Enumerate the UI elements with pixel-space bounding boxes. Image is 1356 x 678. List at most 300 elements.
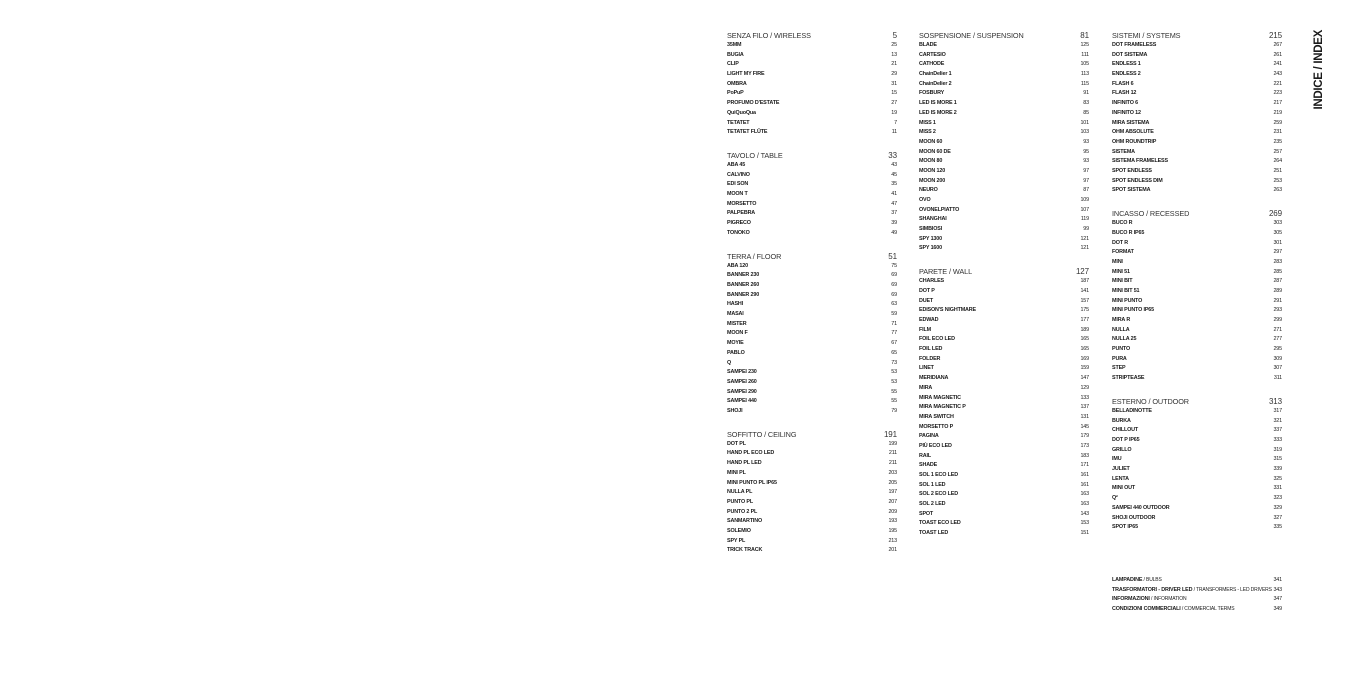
index-entry[interactable] <box>727 262 897 272</box>
entry-page-number: 91 <box>1083 90 1089 97</box>
entry-name: HAND PL ECO LED <box>727 450 775 457</box>
entry-page-number: 95 <box>1083 148 1089 155</box>
entry-name: SOL 1 ECO LED <box>919 472 958 478</box>
index-entry[interactable] <box>727 498 897 508</box>
entry-page-number: 173 <box>1080 442 1089 449</box>
footer-entry-english: / BULBS <box>1142 577 1162 583</box>
entry-name: SOLEMIO <box>727 527 751 534</box>
entry-name: DOT PL <box>727 440 746 447</box>
index-entry[interactable] <box>919 186 1089 196</box>
entry-page-number: 211 <box>888 460 897 467</box>
index-entry[interactable] <box>919 196 1089 206</box>
entry-page-number: 11 <box>891 129 897 136</box>
entry-page-number: 271 <box>1273 326 1282 333</box>
index-entry[interactable] <box>919 119 1089 129</box>
entry-page-number: 153 <box>1080 520 1089 527</box>
section-title: INCASSO / RECESSED <box>1112 209 1190 219</box>
index-entry[interactable] <box>1112 51 1282 61</box>
entry-name: ENDLESS 1 <box>1112 61 1141 68</box>
index-entry[interactable] <box>1112 523 1282 533</box>
entry-page-number: 283 <box>1273 258 1282 265</box>
index-entry[interactable] <box>1112 70 1282 80</box>
entry-name: PIÙ ECO LED <box>919 442 952 449</box>
index-entry[interactable] <box>919 510 1089 520</box>
index-entry[interactable] <box>919 442 1089 452</box>
entry-page-number: 165 <box>1080 346 1089 353</box>
index-column-1 <box>727 30 897 556</box>
entry-name: MINI OUT <box>1112 485 1136 492</box>
entry-name: MOON 120 <box>919 167 946 174</box>
index-entry[interactable] <box>1112 148 1282 158</box>
section-heading <box>919 30 1089 41</box>
index-entry[interactable] <box>919 206 1089 216</box>
entry-page-number: 67 <box>891 340 897 347</box>
entry-page-number: 305 <box>1273 229 1282 236</box>
entry-page-number: 253 <box>1273 177 1282 184</box>
section-heading <box>1112 396 1282 407</box>
index-entry[interactable] <box>727 99 897 109</box>
index-entry[interactable] <box>919 297 1089 307</box>
entry-page-number: 183 <box>1080 452 1089 459</box>
index-entry[interactable] <box>919 41 1089 51</box>
index-entry[interactable] <box>1112 484 1282 494</box>
index-entry[interactable] <box>727 281 897 291</box>
entry-name: MINI PUNTO PL IP65 <box>727 479 777 486</box>
entry-name: PUNTO PL <box>727 498 753 505</box>
entry-name: PURA <box>1112 355 1127 362</box>
index-entry[interactable] <box>919 374 1089 384</box>
entry-page-number: 115 <box>1080 80 1089 87</box>
index-entry[interactable] <box>919 490 1089 500</box>
entry-name: PUNTO <box>1112 346 1131 353</box>
entry-name: MOON F <box>727 330 748 337</box>
section-heading <box>1112 30 1282 41</box>
entry-page-number: 85 <box>1083 109 1089 116</box>
index-entry[interactable] <box>1112 455 1282 465</box>
index-entry[interactable] <box>1112 219 1282 229</box>
entry-page-number: 203 <box>888 469 897 476</box>
index-entry[interactable] <box>1112 268 1282 278</box>
section-heading <box>727 429 897 440</box>
entry-name: STRIPTEASE <box>1112 375 1145 382</box>
index-entry[interactable] <box>727 449 897 459</box>
entry-page-number: 319 <box>1273 446 1282 453</box>
index-entry[interactable] <box>919 225 1089 235</box>
entry-page-number: 267 <box>1273 42 1282 48</box>
entry-name: MIRA MAGNETIC <box>919 394 961 401</box>
footer-entry[interactable] <box>1112 586 1282 596</box>
index-entry[interactable] <box>919 157 1089 167</box>
entry-name: SPOT <box>919 510 934 517</box>
index-entry[interactable] <box>919 109 1089 119</box>
index-entry[interactable] <box>1112 41 1282 51</box>
index-section <box>1112 208 1282 384</box>
entry-name: PUNTO 2 PL <box>727 508 758 515</box>
index-entry[interactable] <box>727 51 897 61</box>
entry-name: LED IS MORE 1 <box>919 100 957 107</box>
index-entry[interactable] <box>727 329 897 339</box>
index-entry[interactable] <box>919 244 1089 254</box>
index-entry[interactable] <box>1112 494 1282 504</box>
index-entry[interactable] <box>919 326 1089 336</box>
entry-page-number: 31 <box>891 80 897 87</box>
entry-page-number: 159 <box>1080 365 1089 372</box>
entry-page-number: 25 <box>891 42 897 48</box>
index-entry[interactable] <box>1112 89 1282 99</box>
entry-name: MINI BIT 51 <box>1112 287 1140 294</box>
index-entry[interactable] <box>919 452 1089 462</box>
index-entry[interactable] <box>727 271 897 281</box>
index-entry[interactable] <box>919 99 1089 109</box>
index-entry[interactable] <box>727 359 897 369</box>
index-entry[interactable] <box>1112 345 1282 355</box>
entry-name: SAMPEI 260 <box>727 378 757 385</box>
entry-page-number: 137 <box>1080 404 1089 411</box>
footer-entry-italian: CONDIZIONI COMMERCIALI <box>1112 606 1181 613</box>
entry-page-number: 301 <box>1273 239 1282 246</box>
entry-page-number: 177 <box>1080 317 1089 323</box>
entry-name: OHM ROUNDTRIP <box>1112 138 1157 145</box>
entry-name: ABA 45 <box>727 162 746 168</box>
index-entry[interactable] <box>919 128 1089 138</box>
index-entry[interactable] <box>919 138 1089 148</box>
index-entry[interactable] <box>727 310 897 320</box>
entry-name: BUGIA <box>727 51 744 58</box>
index-entry[interactable] <box>727 320 897 330</box>
entry-name: MOON 60 <box>919 138 943 145</box>
index-entry[interactable] <box>727 190 897 200</box>
index-entry[interactable] <box>919 148 1089 158</box>
entry-page-number: 121 <box>1080 235 1089 242</box>
index-entry[interactable] <box>727 128 897 138</box>
index-entry[interactable] <box>919 60 1089 70</box>
index-entry[interactable] <box>919 471 1089 481</box>
entry-name: NULLA PL <box>727 489 753 496</box>
index-entry[interactable] <box>1112 426 1282 436</box>
entry-name: LENTA <box>1112 475 1129 482</box>
index-entry[interactable] <box>1112 326 1282 336</box>
entry-page-number: 101 <box>1080 119 1089 126</box>
entry-page-number: 21 <box>891 61 897 68</box>
index-entry[interactable] <box>919 235 1089 245</box>
entry-name: SAMPEI 230 <box>727 369 757 376</box>
entry-page-number: 261 <box>1273 51 1282 58</box>
index-entry[interactable] <box>1112 248 1282 258</box>
entry-page-number: 264 <box>1273 158 1282 165</box>
entry-page-number: 103 <box>1080 129 1089 136</box>
entry-name: FOIL LED <box>919 346 943 353</box>
entry-name: MASAI <box>727 311 744 318</box>
index-entry[interactable] <box>727 291 897 301</box>
index-entry[interactable] <box>919 306 1089 316</box>
index-entry[interactable] <box>919 167 1089 177</box>
index-entry[interactable] <box>1112 465 1282 475</box>
index-entry[interactable] <box>1112 128 1282 138</box>
entry-name: BANNER 260 <box>727 282 760 288</box>
index-entry[interactable] <box>727 479 897 489</box>
entry-page-number: 307 <box>1273 365 1282 372</box>
entry-name: CHARLES <box>919 278 945 285</box>
index-entry[interactable] <box>1112 417 1282 427</box>
index-entry[interactable] <box>1112 119 1282 129</box>
entry-page-number: 179 <box>1080 433 1089 440</box>
entry-page-number: 55 <box>891 388 897 395</box>
entry-page-number: 175 <box>1080 307 1089 314</box>
entry-name: CHILLOUT <box>1112 427 1139 434</box>
index-entry[interactable] <box>727 488 897 498</box>
index-entry[interactable] <box>1112 297 1282 307</box>
index-entry[interactable] <box>1112 99 1282 109</box>
index-entry[interactable] <box>1112 355 1282 365</box>
index-title-block <box>1313 30 1327 110</box>
index-entry[interactable] <box>727 229 897 239</box>
index-entry[interactable] <box>919 423 1089 433</box>
index-entry[interactable] <box>1112 258 1282 268</box>
index-entry[interactable] <box>1112 157 1282 167</box>
entry-page-number: 297 <box>1273 249 1282 256</box>
index-entry[interactable] <box>1112 504 1282 514</box>
index-entry[interactable] <box>727 537 897 547</box>
entry-name: SHOJI <box>727 407 743 414</box>
index-entry[interactable] <box>919 51 1089 61</box>
index-entry[interactable] <box>1112 138 1282 148</box>
entry-name: INFINITO 12 <box>1112 109 1141 116</box>
entry-page-number: 289 <box>1273 287 1282 294</box>
entry-name: ABA 120 <box>727 262 748 269</box>
index-entry[interactable] <box>727 41 897 51</box>
entry-name: IMU <box>1112 456 1122 463</box>
index-entry[interactable] <box>727 89 897 99</box>
entry-name: OVO <box>919 197 931 203</box>
entry-name: MINI 51 <box>1112 268 1130 275</box>
index-entry[interactable] <box>919 394 1089 404</box>
entry-page-number: 35 <box>891 181 897 188</box>
index-entry[interactable] <box>1112 229 1282 239</box>
entry-name: Q² <box>1112 495 1118 502</box>
index-entry[interactable] <box>919 80 1089 90</box>
index-entry[interactable] <box>727 171 897 181</box>
index-entry[interactable] <box>727 109 897 119</box>
footer-entry-page-number: 347 <box>1273 596 1282 603</box>
entry-page-number: 133 <box>1080 394 1089 401</box>
index-entry[interactable] <box>727 508 897 518</box>
index-entry[interactable] <box>1112 335 1282 345</box>
index-entry[interactable] <box>727 209 897 219</box>
index-entry[interactable] <box>727 388 897 398</box>
entry-page-number: 69 <box>891 272 897 279</box>
entry-page-number: 291 <box>1273 297 1282 304</box>
index-entry[interactable] <box>727 300 897 310</box>
index-entry[interactable] <box>919 177 1089 187</box>
index-entry[interactable] <box>727 339 897 349</box>
entry-page-number: 259 <box>1273 119 1282 126</box>
entry-page-number: 113 <box>1080 71 1089 78</box>
index-entry[interactable] <box>919 413 1089 423</box>
index-entry[interactable] <box>919 355 1089 365</box>
entry-page-number: 311 <box>1273 375 1282 382</box>
entry-page-number: 263 <box>1273 187 1282 194</box>
index-entry[interactable] <box>919 519 1089 529</box>
footer-entry-page-number: 343 <box>1273 586 1282 593</box>
entry-page-number: 121 <box>1080 245 1089 252</box>
index-entry[interactable] <box>727 469 897 479</box>
index-entry[interactable] <box>1112 364 1282 374</box>
index-entry[interactable] <box>919 277 1089 287</box>
entry-page-number: 19 <box>891 109 897 116</box>
index-entry[interactable] <box>727 219 897 229</box>
entry-name: PAGINA <box>919 433 939 440</box>
index-entry[interactable] <box>919 529 1089 539</box>
index-section <box>727 429 897 556</box>
entry-name: MERIDIANA <box>919 375 949 382</box>
index-section <box>919 266 1089 539</box>
entry-page-number: 211 <box>888 450 897 457</box>
index-entry[interactable] <box>727 368 897 378</box>
entry-page-number: 109 <box>1080 197 1089 203</box>
section-title: TAVOLO / TABLE <box>727 151 783 160</box>
index-entry[interactable] <box>919 432 1089 442</box>
footer-entry[interactable] <box>1112 595 1282 605</box>
entry-page-number: 75 <box>891 262 897 269</box>
index-entry[interactable] <box>727 161 897 171</box>
index-entry[interactable] <box>727 378 897 388</box>
index-entry[interactable] <box>1112 436 1282 446</box>
index-entry[interactable] <box>919 335 1089 345</box>
index-entry[interactable] <box>727 397 897 407</box>
entry-page-number: 143 <box>1080 510 1089 517</box>
entry-page-number: 111 <box>1081 51 1089 58</box>
entry-name: BLADE <box>919 42 937 48</box>
entry-page-number: 277 <box>1273 336 1282 343</box>
index-entry[interactable] <box>1112 167 1282 177</box>
index-entry[interactable] <box>1112 306 1282 316</box>
index-entry[interactable] <box>1112 277 1282 287</box>
index-entry[interactable] <box>919 403 1089 413</box>
index-entry[interactable] <box>919 89 1089 99</box>
index-entry[interactable] <box>919 461 1089 471</box>
index-entry[interactable] <box>1112 239 1282 249</box>
index-entry[interactable] <box>1112 446 1282 456</box>
footer-entry[interactable] <box>1112 576 1282 586</box>
section-heading <box>727 251 897 262</box>
entry-name: DOT P IP65 <box>1112 437 1140 443</box>
entry-name: SOL 2 LED <box>919 501 946 508</box>
index-entry[interactable] <box>1112 109 1282 119</box>
entry-page-number: 97 <box>1083 167 1089 174</box>
index-entry[interactable] <box>1112 60 1282 70</box>
index-entry[interactable] <box>919 215 1089 225</box>
footer-entry-english: / TRANSFORMERS - LED DRIVERS <box>1192 586 1272 593</box>
index-entry[interactable] <box>727 440 897 450</box>
index-entry[interactable] <box>1112 186 1282 196</box>
index-entry[interactable] <box>727 60 897 70</box>
index-entry[interactable] <box>1112 177 1282 187</box>
entry-page-number: 119 <box>1080 216 1089 223</box>
entry-page-number: 27 <box>891 100 897 107</box>
entry-page-number: 171 <box>1080 462 1089 469</box>
index-entry[interactable] <box>727 349 897 359</box>
index-entry[interactable] <box>727 546 897 556</box>
section-title: SENZA FILO / WIRELESS <box>727 31 811 40</box>
index-entry[interactable] <box>919 287 1089 297</box>
footer-entry[interactable] <box>1112 605 1282 615</box>
entry-name: SHADE <box>919 462 938 469</box>
entry-name: NULLA <box>1112 326 1130 333</box>
entry-name: SOL 2 ECO LED <box>919 491 958 498</box>
entry-name: EDISON'S NIGHTMARE <box>919 307 976 314</box>
entry-name: MINI BIT <box>1112 278 1133 285</box>
index-entry[interactable] <box>919 316 1089 326</box>
index-entry[interactable] <box>727 527 897 537</box>
entry-page-number: 335 <box>1273 524 1282 531</box>
entry-page-number: 87 <box>1083 187 1089 194</box>
entry-name: DOT P <box>919 287 935 294</box>
index-entry[interactable] <box>727 200 897 210</box>
index-entry[interactable] <box>1112 316 1282 326</box>
entry-name: DOT FRAMELESS <box>1112 42 1157 48</box>
entry-page-number: 69 <box>891 291 897 298</box>
entry-name: NULLA 25 <box>1112 336 1137 343</box>
entry-page-number: 125 <box>1080 42 1089 48</box>
index-entry[interactable] <box>727 180 897 190</box>
footer-entry-page-number: 341 <box>1273 577 1282 583</box>
entry-name: FLASH 6 <box>1112 80 1134 87</box>
entry-name: BURKA <box>1112 417 1131 424</box>
index-entry[interactable] <box>727 459 897 469</box>
footer-entry-label <box>1112 586 1272 596</box>
index-entry[interactable] <box>919 481 1089 491</box>
entry-name: MISS 1 <box>919 119 936 126</box>
entry-name: SIMBIOSI <box>919 226 943 233</box>
entry-name: OHM ABSOLUTE <box>1112 129 1154 136</box>
entry-name: TETATET <box>727 119 750 126</box>
entry-name: MISTER <box>727 320 747 327</box>
index-entry[interactable] <box>919 364 1089 374</box>
entry-name: SAMPEI 290 <box>727 388 757 395</box>
index-entry[interactable] <box>727 80 897 90</box>
entry-page-number: 37 <box>891 210 897 217</box>
index-entry[interactable] <box>1112 80 1282 90</box>
entry-name: MISS 2 <box>919 129 936 136</box>
index-entry[interactable] <box>1112 374 1282 384</box>
index-entry[interactable] <box>919 70 1089 80</box>
index-entry[interactable] <box>727 119 897 129</box>
entry-name: LED IS MORE 2 <box>919 109 957 116</box>
index-column-3 <box>1112 30 1282 533</box>
entry-name: CARTESIO <box>919 51 946 58</box>
entry-name: MINI <box>1112 258 1123 265</box>
index-entry[interactable] <box>1112 407 1282 417</box>
section-title: ESTERNO / OUTDOOR <box>1112 396 1189 406</box>
section-title: SOFFITTO / CEILING <box>727 429 797 439</box>
entry-name: DOT R <box>1112 239 1129 246</box>
entry-page-number: 223 <box>1273 90 1282 97</box>
entry-page-number: 41 <box>891 191 897 198</box>
index-entry[interactable] <box>1112 287 1282 297</box>
index-entry[interactable] <box>727 70 897 80</box>
entry-name: TRICK TRACK <box>727 547 763 554</box>
index-entry[interactable] <box>727 517 897 527</box>
index-entry[interactable] <box>1112 514 1282 524</box>
index-entry[interactable] <box>919 345 1089 355</box>
section-title: SISTEMI / SYSTEMS <box>1112 31 1181 40</box>
footer-entry-italian: INFORMAZIONI <box>1112 596 1150 603</box>
index-entry[interactable] <box>1112 475 1282 485</box>
index-entry[interactable] <box>727 407 897 417</box>
entry-page-number: 201 <box>888 547 897 554</box>
index-entry[interactable] <box>919 384 1089 394</box>
index-entry[interactable] <box>919 500 1089 510</box>
